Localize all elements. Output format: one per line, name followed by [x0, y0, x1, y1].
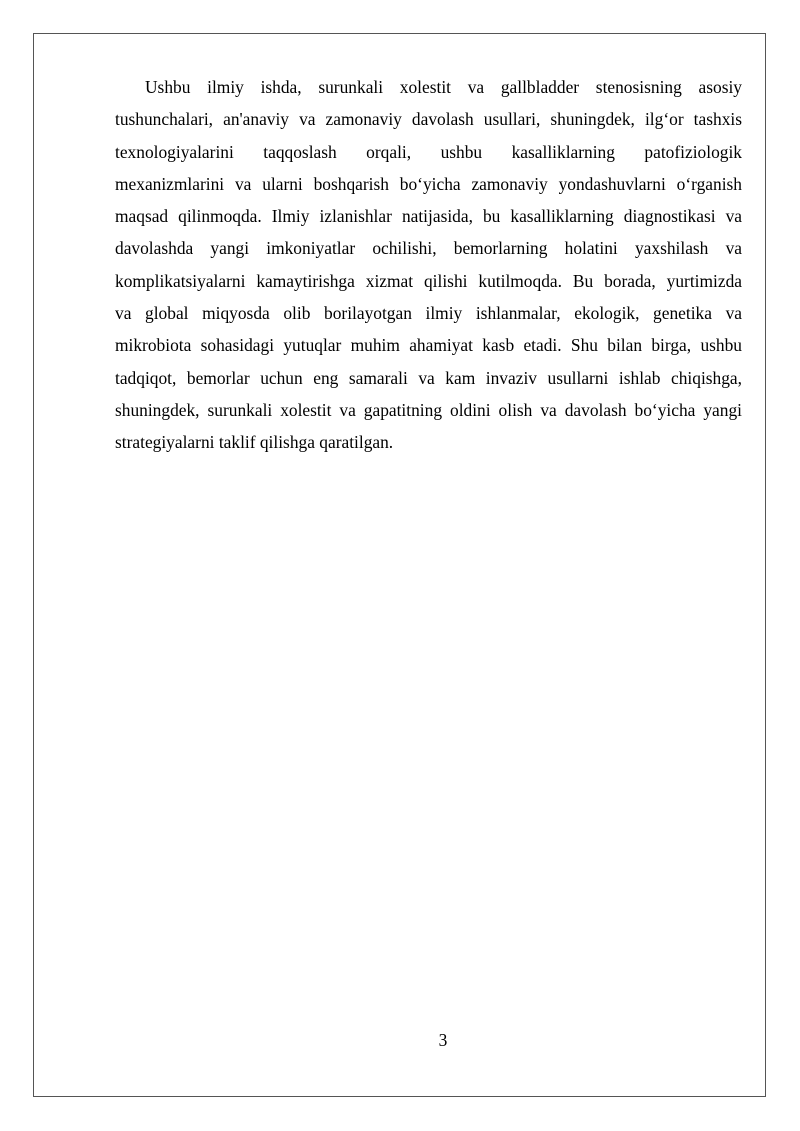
paragraph-line: mikrobiota sohasidagi yutuqlar muhim ahamiyat kasb etadi. Shu bilan birga, ushbu	[115, 335, 742, 356]
paragraph-line: texnologiyalarini taqqoslash orqali, ushbu kasalliklarning patofiziologik	[115, 141, 742, 162]
paragraph-line: davolashda yangi imkoniyatlar ochilishi, bemorlarning holatini yaxshilash va	[115, 238, 742, 259]
paragraph-line: strategiyalarni taklif qilishga qaratilgan.	[115, 432, 394, 453]
paragraph-line: va global miqyosda olib borilayotgan ilmiy ishlanmalar, ekologik, genetika va	[115, 303, 742, 324]
paragraph-line: komplikatsiyalarni kamaytirishga xizmat qilishi kutilmoqda. Bu borada, yurtimizda	[115, 270, 742, 291]
page-number: 3	[438, 1030, 448, 1050]
paragraph-line: maqsad qilinmoqda. Ilmiy izlanishlar natijasida, bu kasalliklarning diagnostikasi va	[115, 206, 742, 227]
paragraph-line: mexanizmlarini va ularni boshqarish bo‘yicha zamonaviy yondashuvlarni o‘rganish	[115, 173, 742, 194]
paragraph-line: shuningdek, surunkali xolestit va gapatitning oldini olish va davolash bo‘yicha yangi	[115, 399, 742, 420]
body-paragraph	[115, 71, 742, 459]
paragraph-line: tushunchalari, an'anaviy va zamonaviy davolash usullari, shuningdek, ilg‘or tashxis	[115, 109, 742, 130]
paragraph-line: tadqiqot, bemorlar uchun eng samarali va kam invaziv usullarni ishlab chiqishga,	[115, 367, 742, 388]
paragraph-line: Ushbu ilmiy ishda, surunkali xolestit va gallbladder stenosisning asosiy	[145, 77, 742, 97]
